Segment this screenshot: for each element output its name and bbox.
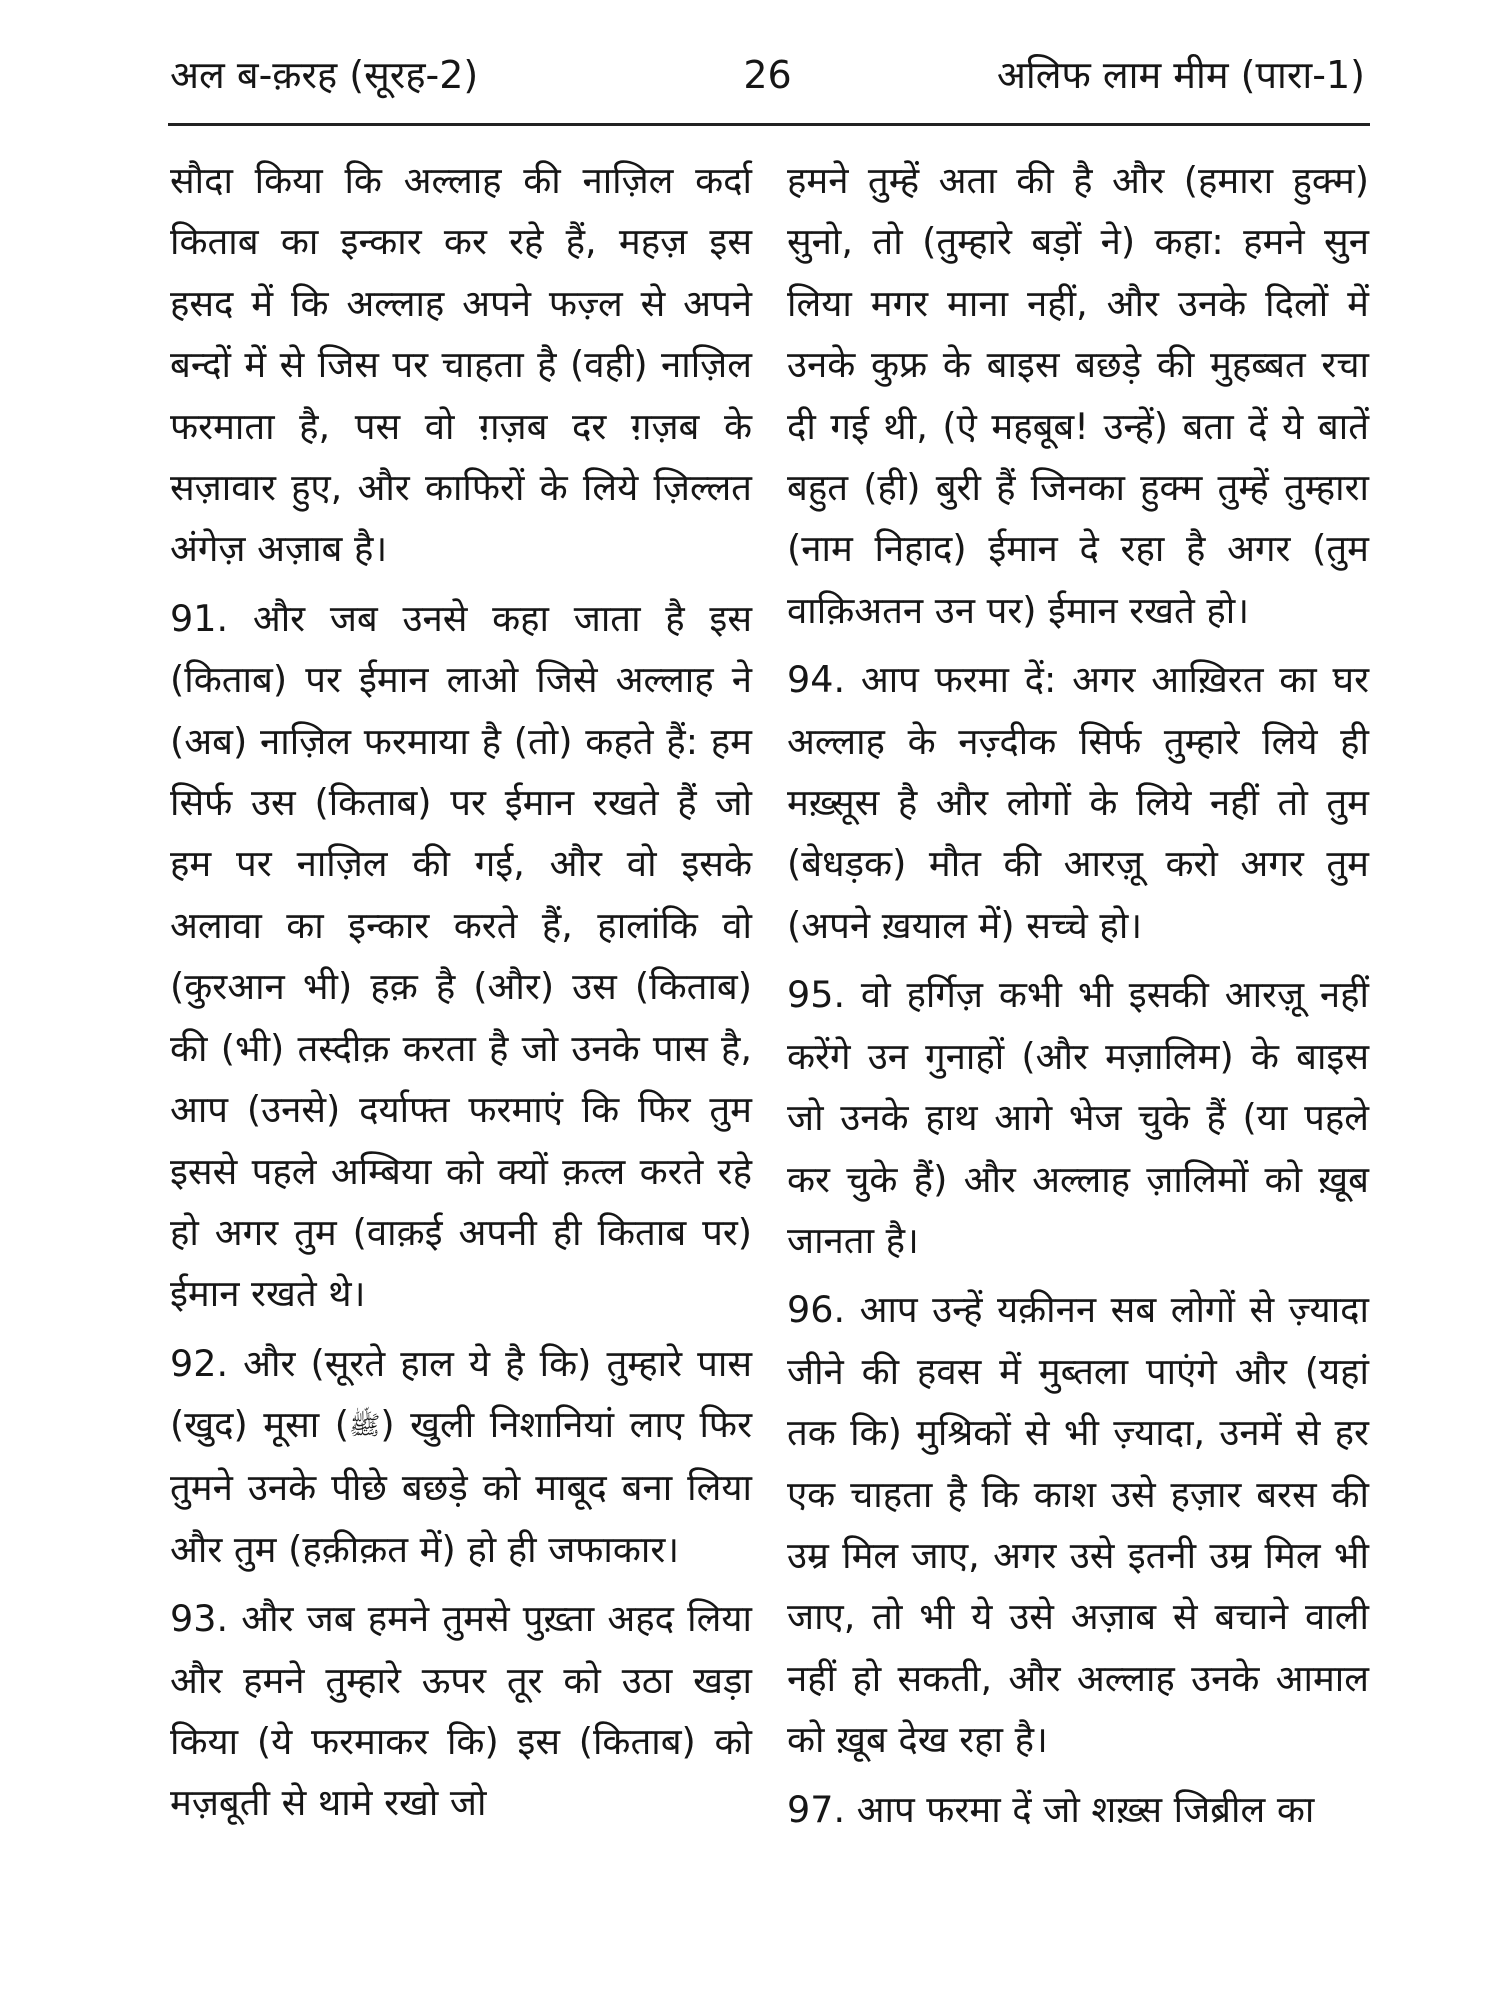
verse-92 [170,1333,752,1580]
verse-95 [787,964,1369,1271]
verse-97 [787,1779,1369,1840]
verse-text: ) खुली निशानियां लाए फिर तुमने उनके पीछे बछड़े को माबूद बना लिया और तुम (हक़ीक़त में) हो ही जफाकार। [170,1403,753,1571]
verse-text: आप फरमा दें जो शख़्स जिब्रील का [856,1787,1315,1831]
verse-text: आप फरमा दें: अगर आख़िरत का घर अल्लाह के नज़्दीक सिर्फ तुम्हारे लिये ही मख़्सूस है और लोगों के लिये नहीं तो तुम (बेधड़क) मौत की आरज़ू करो अगर तुम (अपने ख़याल में) सच्चे हो। [787,658,1370,947]
verse-text: और जब उनसे कहा जाता है इस (किताब) पर ईमान लाओ जिसे अल्लाह ने (अब) नाज़िल फरमाया है (तो) कहते हैं: हम सिर्फ उस (किताब) पर ईमान रखते हैं जो हम पर नाज़िल की गई, और वो इसके अलावा का इन्कार करते हैं, हालांकि वो (कुरआन भी) हक़ है (और) उस (किताब) की (भी) तस्दीक़ करता है जो उनके पास है, आप (उनसे) दर्याफ्त फरमाएं कि फिर तुम इससे पहले अम्बिया को क्यों क़त्ल करते रहे हो अगर तुम (वाक़ई अपनी ही किताब पर) ईमान रखते थे। [170,596,752,1316]
verse-94 [787,649,1369,956]
verse-number: 93. [170,1597,229,1641]
continued-text: हमने तुम्हें अता की है और (हमारा हुक्म) सुनो, तो (तुम्हारे बड़ों ने) कहा: हमने सुन लिया मगर माना नहीं, और उनके दिलों में उनके कुफ्र के बाइस बछड़े की मुहब्बत रचा दी गई थी, (ऐ महबूब! उन्हें) बता दें ये बातें बहुत (ही) बुरी हैं जिनका हुक्म तुम्हें तुम्हारा (नाम निहाद) ईमान दे रहा है अगर (तुम वाक़िअतन उन पर) ईमान रखते हो। [787,159,1369,632]
verse-93 [170,1588,752,1834]
verse-91 [170,588,752,1325]
verse-number: 95. [787,973,846,1017]
right-column [787,150,1369,1840]
verse-number: 92. [170,1341,229,1385]
verse-text: और जब हमने तुमसे पुख़्ता अहद लिया और हमने तुम्हारे ऊपर तूर को उठा खड़ा किया (ये फरमाकर कि) इस (किताब) को मज़बूती से थामे रखो जो [170,1597,752,1825]
header-surah-title: अल ब-क़रह (सूरह-2) [170,53,479,97]
verse-number: 97. [787,1787,846,1831]
page-number: 26 [743,53,792,97]
header-divider [168,123,1370,126]
left-column [170,150,752,1834]
continued-text: सौदा किया कि अल्लाह की नाज़िल कर्दा किताब का इन्कार कर रहे हैं, महज़ इस हसद में कि अल्लाह अपने फज़्ल से अपने बन्दों में से जिस पर चाहता है (वही) नाज़िल फरमाता है, पस वो ग़ज़ब दर ग़ज़ब के सज़ावार हुए, और काफिरों के लिये ज़िल्लत अंगेज़ अज़ाब है। [170,159,752,571]
verse-text: वो हर्गिज़ कभी भी इसकी आरज़ू नहीं करेंगे उन गुनाहों (और मज़ालिम) के बाइस जो उनके हाथ आगे भेज चुके हैं (या पहले कर चुके हैं) और अल्लाह ज़ालिमों को ख़ूब जानता है। [787,973,1369,1262]
verse-number: 96. [787,1288,846,1332]
verse-text: आप उन्हें यक़ीनन सब लोगों से ज़्यादा जीने की हवस में मुब्तला पाएंगे और (यहां तक कि) मुश्रिकों से भी ज़्यादा, उनमें से हर एक चाहता है कि काश उसे हज़ार बरस की उम्र मिल जाए, अगर उसे इतनी उम्र मिल भी जाए, तो भी ये उसे अज़ाब से बचाने वाली नहीं हो सकती, और अल्लाह उनके आमाल को ख़ूब देख रहा है। [787,1288,1369,1762]
running-header [170,40,1365,110]
verse-number: 94. [787,658,846,702]
salutation-glyph-icon: ﷺ [348,1410,381,1441]
verse-96 [787,1279,1369,1770]
verse-text: और (सूरते हाल ये है कि) तुम्हारे पास (खुद) मूसा ( [170,1341,752,1447]
header-para-title: अलिफ लाम मीम (पारा-1) [996,53,1365,97]
verse-number: 91. [170,596,229,640]
